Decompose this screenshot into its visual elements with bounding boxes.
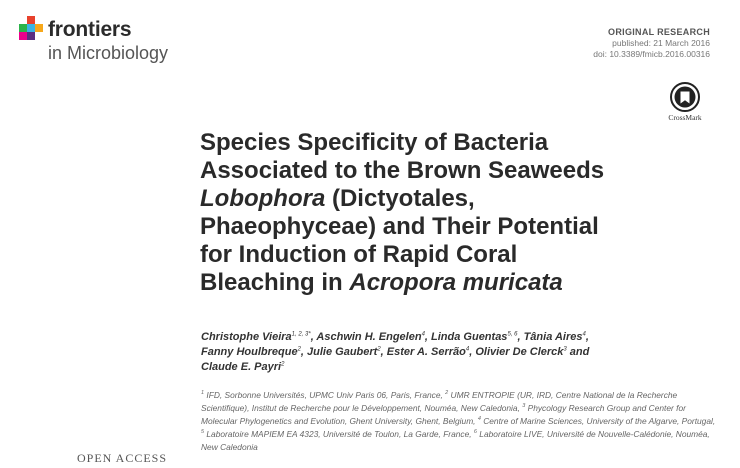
affiliation: Laboratoire LIVE, Université de Nouvelle-Calédonie, Nouméa, New Caledonia [201, 429, 710, 452]
crossmark-icon [670, 82, 700, 112]
journal-section: in Microbiology [48, 43, 169, 63]
title-species: Acropora muricata [349, 269, 563, 296]
author[interactable]: Ester A. Serrão$^4$ [386, 346, 470, 358]
affiliations: $^1$ IFD, Sorbonne Universités, UPMC Univ Paris 06, Paris, France, $^2$ UMR ENTROPIE (UR, IRD, Centre National de la Recherche Scientifique), Institut de Recherche pour le Développement, Nouméa, New Caledonia, $^3$ Phycology Research Group and Center for Molecular Phylogenetics and Evolution, Ghent University, Ghent, Belgium, $^4$ Centre of Marine Sciences, University of the Algarve, Portugal, $^5$ Laboratoire MAPIEM EA 4323, Université de Toulon, La Garde, France, $^6$ Laboratoire LIVE, Université de Nouvelle-Calédonie, Nouméa, New Caledonia [201, 390, 716, 452]
article-type: ORIGINAL RESEARCH [608, 27, 710, 37]
journal-brand: frontiers [48, 18, 132, 41]
author[interactable]: Fanny Houlbreque$^2$ [201, 346, 301, 358]
author[interactable]: Olivier De Clerck$^3$ [475, 346, 567, 358]
title-line: (Dictyotales, [325, 185, 475, 212]
author[interactable]: Christophe Vieira$^{1, 2, 3*}$ [201, 331, 311, 343]
affiliation: Laboratoire MAPIEM EA 4323, Université de Toulon, La Garde, France, [204, 429, 474, 439]
open-access-label: OPEN ACCESS [77, 451, 168, 465]
frontiers-logo-icon [18, 16, 44, 42]
crossmark-badge[interactable] [665, 82, 705, 126]
title-line: for Induction of Rapid Coral [200, 241, 518, 268]
article-title [200, 129, 700, 297]
affiliation: Phycology Research Group and Center for Molecular Phylogenetics and Evolution, Ghent University, Ghent, Belgium, [201, 403, 686, 426]
author[interactable]: Tânia Aires$^4$ [523, 331, 586, 343]
published-date: published: 21 March 2016 [612, 38, 710, 48]
author-list: Christophe Vieira$^{1, 2, 3*}$, Aschwin H. Engelen$^4$, Linda Guentas$^{5, 6}$, Tânia Aires$^4$, Fanny Houlbreque$^2$, Julie Gaubert$^2$, Ester A. Serrão$^4$, Olivier De Clerck$^3$ and Claude E. Payri$^2$ [201, 331, 590, 373]
affiliation: UMR ENTROPIE (UR, IRD, Centre National de la Recherche Scientifique), Institut de Recherche pour le Développement, Nouméa, New Caledonia, [201, 390, 678, 413]
journal-logo[interactable] [18, 16, 218, 66]
doi[interactable]: doi: 10.3389/fmicb.2016.00316 [593, 49, 710, 59]
title-line: Phaeophyceae) and Their Potential [200, 213, 599, 240]
author[interactable]: Claude E. Payri$^2$ [201, 361, 285, 373]
article-meta [593, 26, 710, 60]
title-line: Bleaching in [200, 269, 350, 296]
affiliation: IFD, Sorbonne Universités, UPMC Univ Paris 06, Paris, France, [204, 390, 446, 400]
author[interactable]: Aschwin H. Engelen$^4$ [316, 331, 425, 343]
author[interactable]: Julie Gaubert$^2$ [307, 346, 381, 358]
crossmark-label: CrossMark [668, 113, 702, 122]
affiliation: Centre of Marine Sciences, University of the Algarve, Portugal, [480, 416, 716, 426]
title-line: Species Specificity of Bacteria [200, 129, 549, 156]
author[interactable]: Linda Guentas$^{5, 6}$ [431, 331, 518, 343]
title-genus: Lobophora [200, 185, 326, 212]
title-line: Associated to the Brown Seaweeds [200, 157, 605, 184]
